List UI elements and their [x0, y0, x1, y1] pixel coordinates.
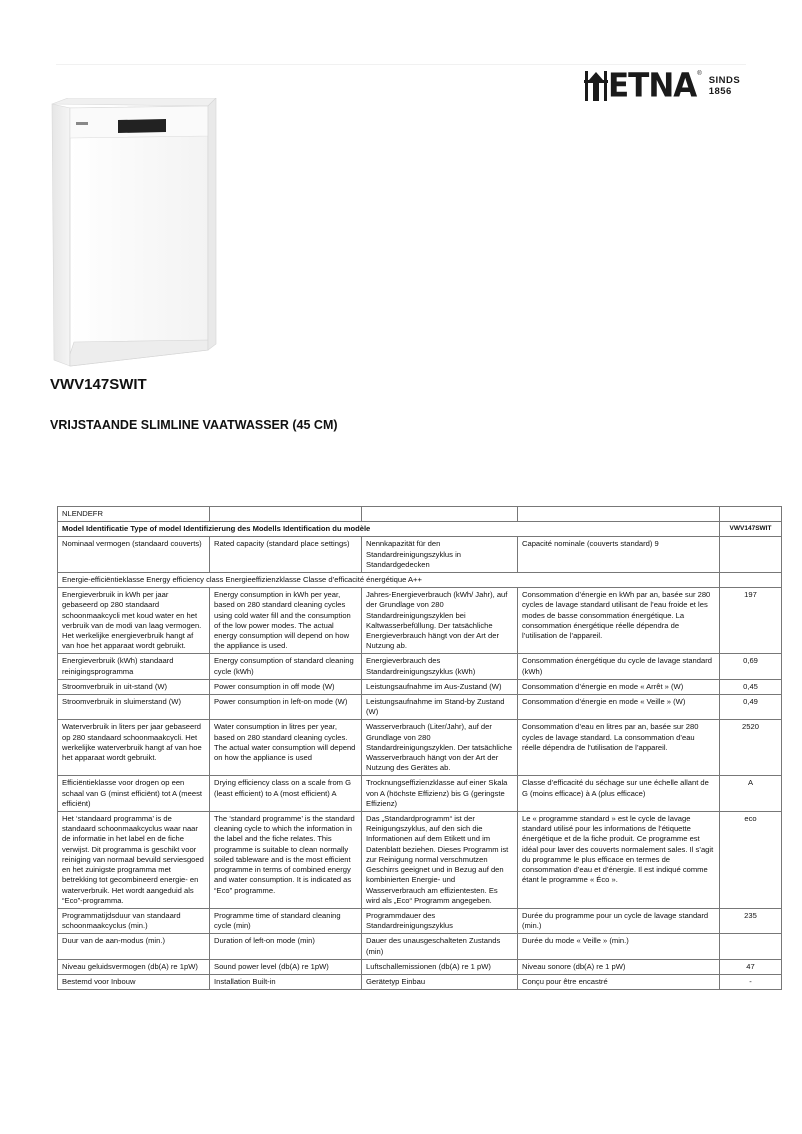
table-row — [58, 679, 782, 694]
en-cell: Sound power level (db(A) re 1pW) — [210, 959, 362, 974]
de-cell: Leistungsaufnahme im Stand-by Zustand (W) — [362, 695, 518, 720]
model-number: VWV147SWIT — [50, 376, 147, 393]
model-id-label: Model Identificatie Type of model Identifizierung des Modells Identification du modèle — [58, 522, 720, 537]
en-cell: Power consumption in off mode (W) — [210, 679, 362, 694]
fr-cell: Consommation d’énergie en kWh par an, basée sur 280 cycles de lavage standard utilisant de l’eau froide et les modes de basse consommation énergétique. La consommation énergétique réelle dépendra de l’utilisation de l’appareil. — [518, 588, 720, 654]
spec-table — [57, 506, 782, 990]
fr-cell: Consommation d’énergie en mode « Arrêt » (W) — [518, 679, 720, 694]
lang-header: NLENDEFR — [58, 507, 210, 522]
de-cell: Trocknungseffizienzklasse auf einer Skala von A (höchste Effizienz) bis G (geringste Effizienz) — [362, 776, 518, 812]
fr-cell: Durée du mode « Veille » (min.) — [518, 934, 720, 959]
de-cell: Luftschallemissionen (db(A) re 1 pW) — [362, 959, 518, 974]
fr-cell: Durée du programme pour un cycle de lavage standard (min.) — [518, 908, 720, 933]
nl-cell: Nominaal vermogen (standaard couverts) — [58, 537, 210, 573]
empty-cell — [720, 507, 782, 522]
table-row — [58, 720, 782, 776]
fr-cell: Consommation énergétique du cycle de lavage standard (kWh) — [518, 654, 720, 679]
table-row — [58, 654, 782, 679]
nl-cell: Programmatijdsduur van standaard schoonmaakcyclus (min.) — [58, 908, 210, 933]
value-cell: 0,69 — [720, 654, 782, 679]
en-cell: The ‘standard programme’ is the standard cleaning cycle to which the information in the label and the fiche relates. This programme is suitable to clean normally soiled tableware and is the most efficient programme in terms of combined energy and water consumption. It is indicated as “Eco” programme. — [210, 812, 362, 909]
value-cell: 2520 — [720, 720, 782, 776]
nl-cell: Energieverbruik (kWh) standaard reinigingsprogramma — [58, 654, 210, 679]
brand-since — [709, 75, 741, 97]
since-label: SINDS — [708, 75, 741, 86]
de-cell: Energieverbrauch des Standardreinigungszyklus (kWh) — [362, 654, 518, 679]
fr-cell: Classe d’efficacité du séchage sur une échelle allant de G (moins efficace) à A (plus efficace) — [518, 776, 720, 812]
value-cell: 47 — [720, 959, 782, 974]
de-cell: Wasserverbrauch (Liter/Jahr), auf der Grundlage von 280 Standardreinigungszyklen. Der tatsächliche Wasserverbrauch hängt von der Art der Nutzung des Gerätes ab. — [362, 720, 518, 776]
header-rule — [56, 64, 746, 65]
dishwasher-image — [48, 98, 220, 374]
value-cell: - — [720, 974, 782, 989]
table-row — [58, 812, 782, 909]
since-year: 1856 — [708, 86, 732, 97]
empty-cell — [518, 507, 720, 522]
empty-cell — [362, 507, 518, 522]
value-cell — [720, 934, 782, 959]
en-cell: Drying efficiency class on a scale from G (least efficient) to A (most efficient) A — [210, 776, 362, 812]
empty-cell — [720, 573, 782, 588]
en-cell: Installation Built-in — [210, 974, 362, 989]
table-row — [58, 537, 782, 573]
de-cell: Das „Standardprogramm“ ist der Reinigungszyklus, auf den sich die Informationen auf dem Etikett und im Datenblatt beziehen. Dieses Programm ist zur Reinigung normal verschmutzen Geschirrs geeignet und in Bezug auf den kombinierten Energie- und Wasserverbrauch am effizientesten. Es wird als „Eco“ Programm angegeben. — [362, 812, 518, 909]
table-row-model-id — [58, 522, 782, 537]
en-cell: Duration of left-on mode (min) — [210, 934, 362, 959]
de-cell: Leistungsaufnahme im Aus-Zustand (W) — [362, 679, 518, 694]
fr-cell: Niveau sonore (db(A) re 1 pW) — [518, 959, 720, 974]
de-cell: Jahres-Energieverbrauch (kWh/ Jahr), auf der Grundlage von 280 Standardreinigungszyklen bei Kaltwasserbefüllung. Der tatsächliche Energieverbrauch hängt von der Art der Nutzung ab. — [362, 588, 518, 654]
en-cell: Energy consumption in kWh per year, based on 280 standard cleaning cycles using cold water fill and the consumption of the low power modes. The actual energy consumption will depend on how the appliance is used. — [210, 588, 362, 654]
fr-cell: Consommation d’eau en litres par an, basée sur 280 cycles de lavage standard. La consommation d’eau réelle dépendra de l’utilisation de l’appareil. — [518, 720, 720, 776]
en-cell: Rated capacity (standard place settings) — [210, 537, 362, 573]
de-cell: Programmdauer des Standardreinigungszyklus — [362, 908, 518, 933]
en-cell: Power consumption in left-on mode (W) — [210, 695, 362, 720]
table-row — [58, 934, 782, 959]
fr-cell: Consommation d’énergie en mode « Veille » (W) — [518, 695, 720, 720]
energy-class-line: Energie-efficiëntieklasse Energy efficiency class Energieeffizienzklasse Classe d’efficacité énergétique A++ — [58, 573, 720, 588]
brand-name: ETNA — [608, 66, 697, 105]
brand-logo — [584, 66, 740, 106]
de-cell: Dauer des unausgeschalteten Zustands (min) — [362, 934, 518, 959]
table-row — [58, 959, 782, 974]
en-cell: Water consumption in litres per year, based on 280 standard cleaning cycles. The actual water consumption will depend on how the appliance is used — [210, 720, 362, 776]
nl-cell: Het ‘standaard programma’ is de standaard schoonmaakcyclus waar naar de informatie in het label en de fiche verwijst. Dit programma is geschikt voor reiniging van normaal bevuild serviesgoed en het zuinigste programma met betrekking tot gecombineerd energie- en waterverbruik. Het wordt aangeduid als “Eco”-programma. — [58, 812, 210, 909]
value-cell: eco — [720, 812, 782, 909]
fr-cell: Conçu pour être encastré — [518, 974, 720, 989]
nl-cell: Stroomverbruik in uit-stand (W) — [58, 679, 210, 694]
tree-logo-icon — [584, 69, 608, 103]
value-cell — [720, 537, 782, 573]
fr-cell: Capacité nominale (couverts standard) 9 — [518, 537, 720, 573]
table-row-lang-header — [58, 507, 782, 522]
nl-cell: Duur van de aan-modus (min.) — [58, 934, 210, 959]
table-row — [58, 974, 782, 989]
nl-cell: Waterverbruik in liters per jaar gebaseerd op 280 standaard schoonmaakcycli. Het werkelijke waterverbruik hangt af van hoe het apparaat wordt gebruikt. — [58, 720, 210, 776]
value-cell: 197 — [720, 588, 782, 654]
nl-cell: Stroomverbruik in sluimerstand (W) — [58, 695, 210, 720]
de-cell: Nennkapazität für den Standardreinigungszyklus in Standardgedecken — [362, 537, 518, 573]
en-cell: Programme time of standard cleaning cycle (min) — [210, 908, 362, 933]
model-id-value: VWV147SWIT — [720, 522, 782, 537]
value-cell: A — [720, 776, 782, 812]
de-cell: Gerätetyp Einbau — [362, 974, 518, 989]
nl-cell: Efficiëntieklasse voor drogen op een schaal van G (minst efficiënt) tot A (meest efficiënt) — [58, 776, 210, 812]
table-row — [58, 695, 782, 720]
value-cell: 0,45 — [720, 679, 782, 694]
empty-cell — [210, 507, 362, 522]
product-subtitle: VRIJSTAANDE SLIMLINE VAATWASSER (45 CM) — [50, 418, 338, 432]
table-row — [58, 776, 782, 812]
value-cell: 0,49 — [720, 695, 782, 720]
nl-cell: Energieverbruik in kWh per jaar gebaseerd op 280 standaard schoonmaakcycli met koud water en het verbruik van de modi van laag vermogen. Het werkelijke energieverbruik hangt af van hoe het apparaat wordt gebruikt. — [58, 588, 210, 654]
en-cell: Energy consumption of standard cleaning cycle (kWh) — [210, 654, 362, 679]
table-row — [58, 908, 782, 933]
nl-cell: Niveau geluidsvermogen (db(A) re 1pW) — [58, 959, 210, 974]
table-row-energy-class — [58, 573, 782, 588]
nl-cell: Bestemd voor Inbouw — [58, 974, 210, 989]
fr-cell: Le « programme standard » est le cycle de lavage standard utilisé pour les informations de l’étiquette énergétique et de la fiche produit. Ce programme est idéal pour laver des couverts normalement sales. Il s’agit du programme le plus efficace en termes de consommation d’eau et d’énergie. Il est indiqué comme étant le programme « Éco ». — [518, 812, 720, 909]
registered-mark-icon: ® — [697, 71, 702, 77]
panel-brand-mark — [76, 122, 88, 125]
value-cell: 235 — [720, 908, 782, 933]
table-row — [58, 588, 782, 654]
